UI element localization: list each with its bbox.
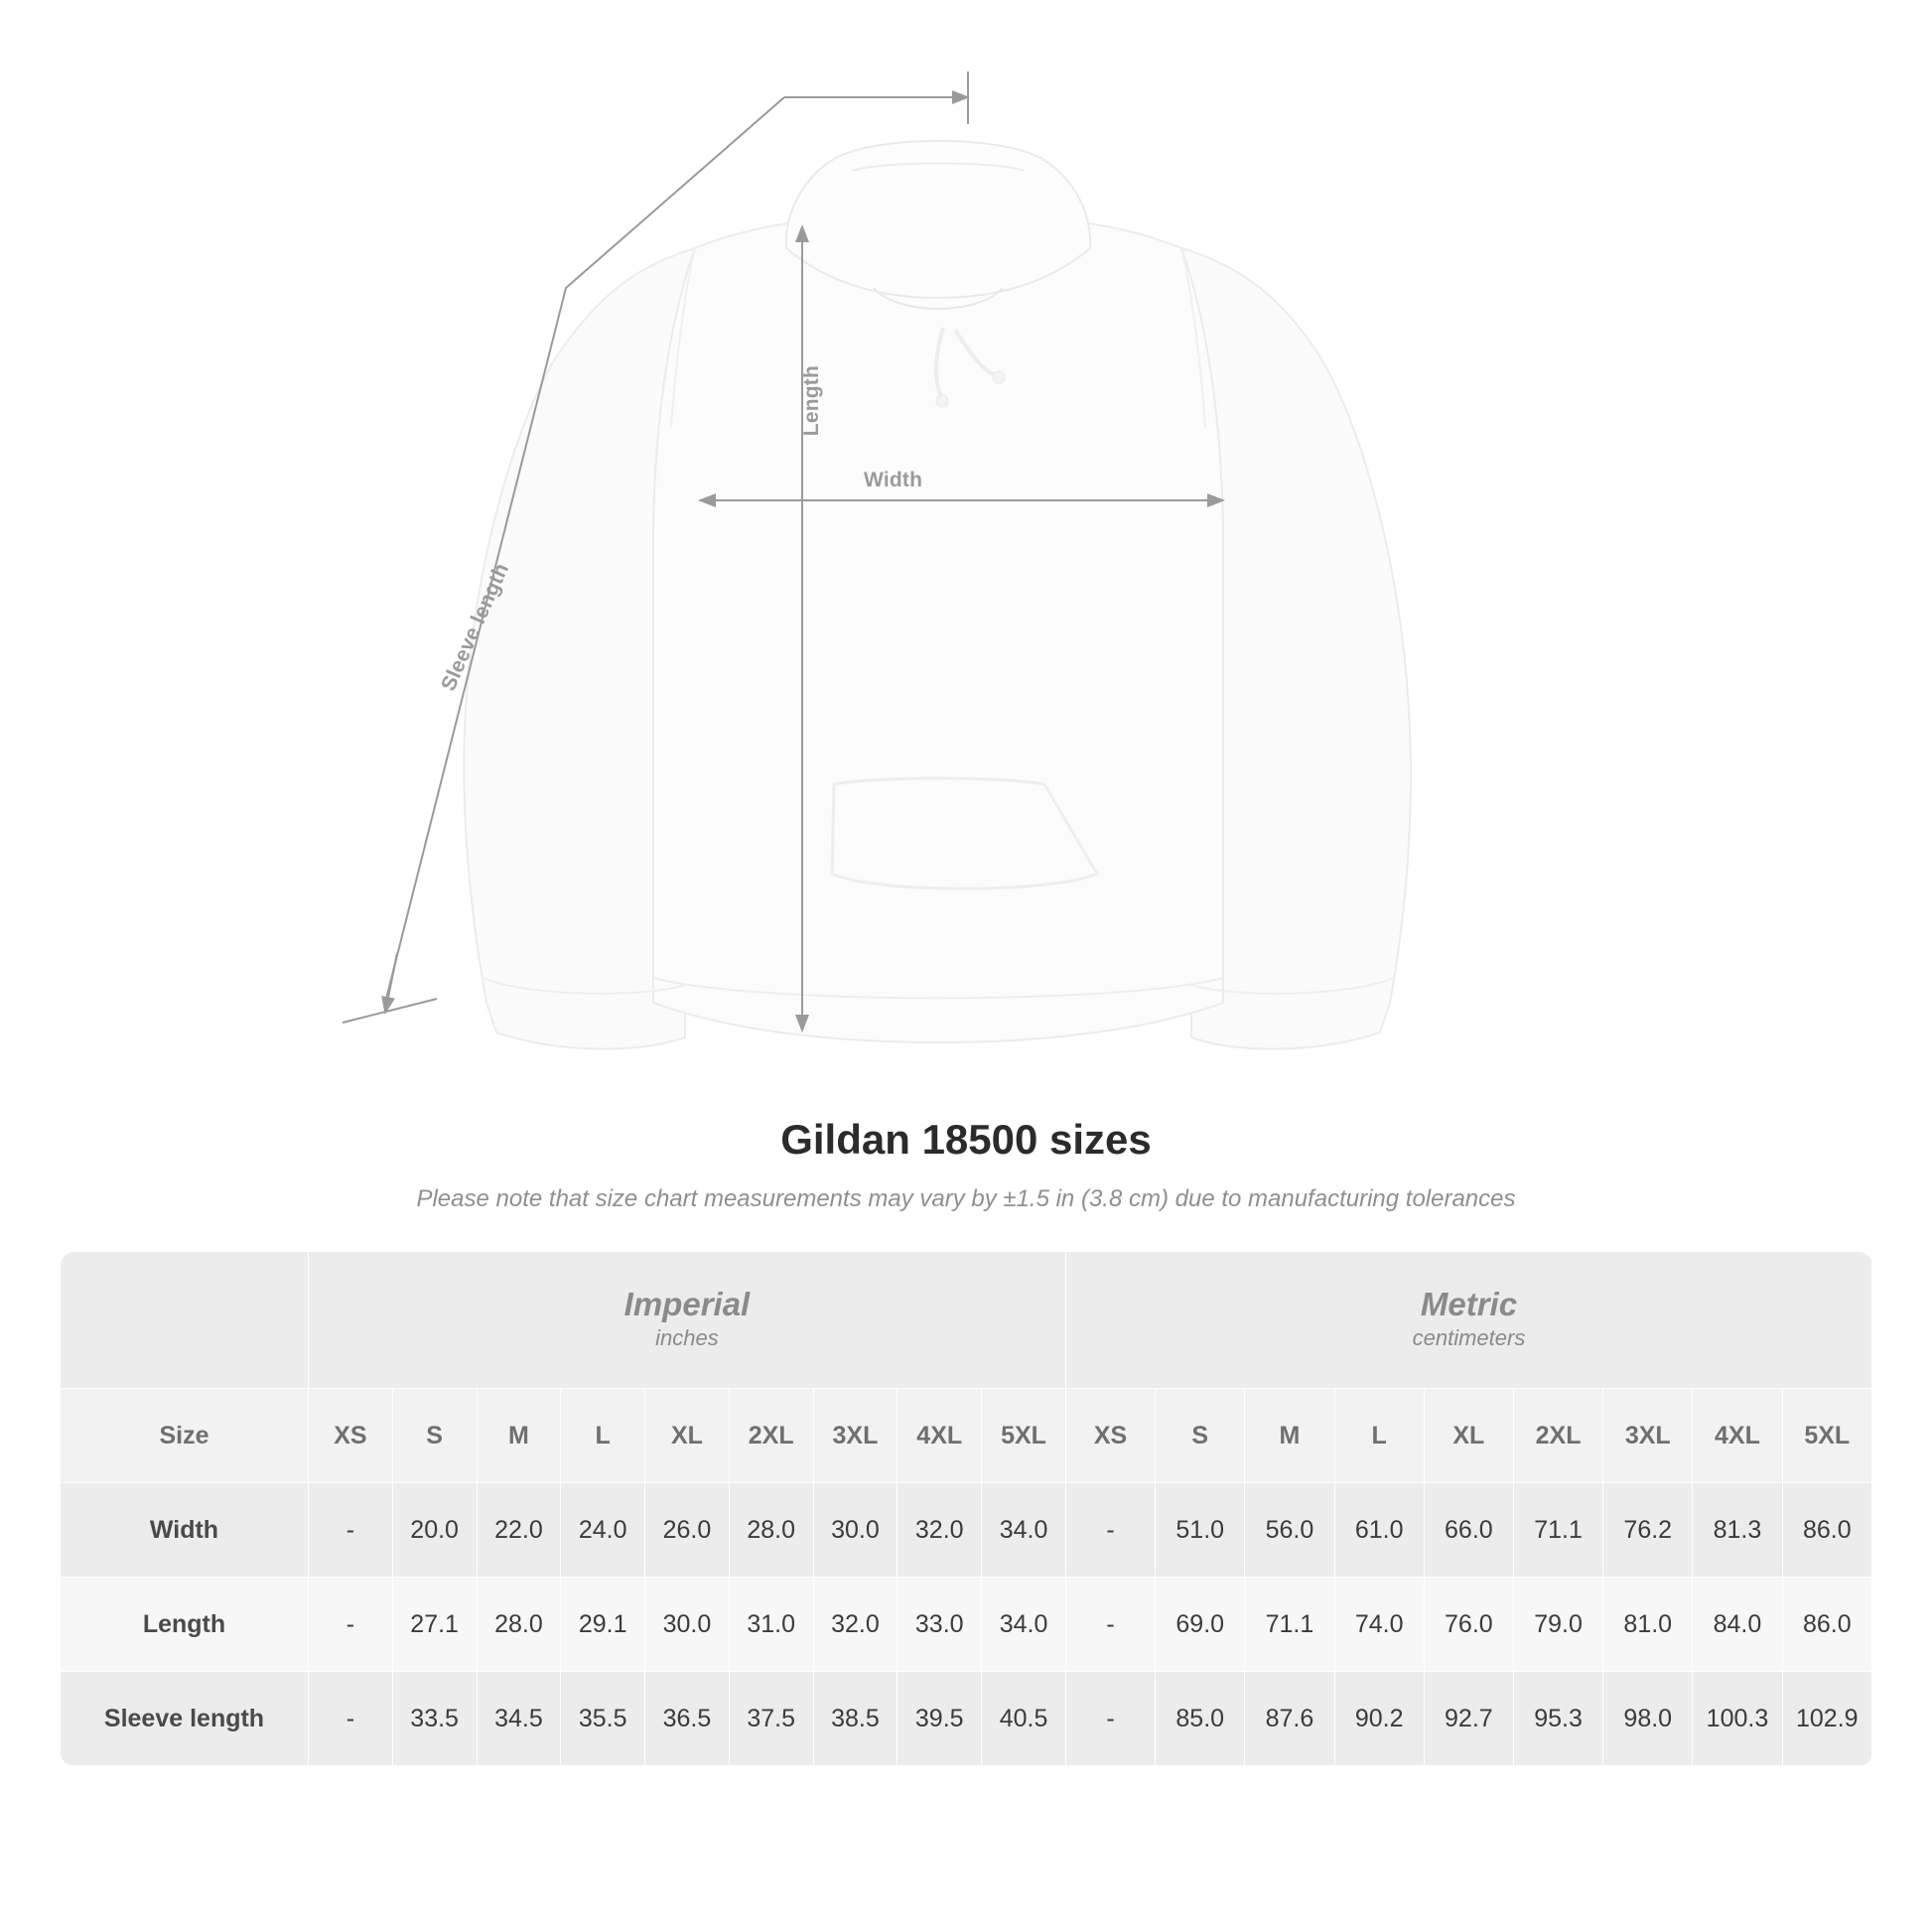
- cell-width-metric-l: 61.0: [1334, 1483, 1424, 1578]
- unit-group-metric-name: Metric: [1420, 1286, 1518, 1323]
- table-row: [61, 1672, 1872, 1766]
- title-block: [0, 1116, 1932, 1213]
- cell-width-metric-s: 51.0: [1156, 1483, 1245, 1578]
- cell-width-metric-5xl: 86.0: [1782, 1483, 1871, 1578]
- cell-length-metric-3xl: 81.0: [1603, 1578, 1693, 1672]
- cell-length-metric-5xl: 86.0: [1782, 1578, 1871, 1672]
- cell-length-metric-2xl: 79.0: [1513, 1578, 1602, 1672]
- unit-group-imperial-sub: inches: [655, 1325, 719, 1351]
- cell-width-imperial-s: 20.0: [392, 1483, 477, 1578]
- header-imperial-m: M: [477, 1389, 561, 1483]
- row-label-width: Width: [61, 1483, 309, 1578]
- cell-width-imperial-3xl: 30.0: [813, 1483, 897, 1578]
- unit-group-metric-sub: centimeters: [1412, 1325, 1526, 1351]
- cell-length-imperial-xl: 30.0: [645, 1578, 730, 1672]
- cell-width-imperial-m: 22.0: [477, 1483, 561, 1578]
- header-imperial-2xl: 2XL: [729, 1389, 813, 1483]
- cell-sleeve-metric-m: 87.6: [1245, 1672, 1334, 1766]
- cell-width-imperial-xl: 26.0: [645, 1483, 730, 1578]
- cell-width-imperial-l: 24.0: [561, 1483, 645, 1578]
- header-imperial-s: S: [392, 1389, 477, 1483]
- cell-length-imperial-m: 28.0: [477, 1578, 561, 1672]
- row-label-length: Length: [61, 1578, 309, 1672]
- cell-sleeve-imperial-s: 33.5: [392, 1672, 477, 1766]
- header-metric-m: M: [1245, 1389, 1334, 1483]
- cell-width-imperial-4xl: 32.0: [897, 1483, 982, 1578]
- unit-group-imperial: [308, 1252, 1065, 1389]
- header-metric-xl: XL: [1424, 1389, 1513, 1483]
- cell-length-metric-xs: -: [1065, 1578, 1155, 1672]
- header-imperial-l: L: [561, 1389, 645, 1483]
- header-metric-4xl: 4XL: [1693, 1389, 1782, 1483]
- cell-length-metric-xl: 76.0: [1424, 1578, 1513, 1672]
- header-imperial-xs: XS: [308, 1389, 392, 1483]
- cell-width-metric-3xl: 76.2: [1603, 1483, 1693, 1578]
- cell-length-metric-l: 74.0: [1334, 1578, 1424, 1672]
- table-row: [61, 1483, 1872, 1578]
- header-metric-s: S: [1156, 1389, 1245, 1483]
- cell-width-metric-4xl: 81.3: [1693, 1483, 1782, 1578]
- header-metric-3xl: 3XL: [1603, 1389, 1693, 1483]
- row-label-sleeve-length: Sleeve length: [61, 1672, 309, 1766]
- cell-width-imperial-xs: -: [308, 1483, 392, 1578]
- cell-sleeve-metric-4xl: 100.3: [1693, 1672, 1782, 1766]
- page-title: Gildan 18500 sizes: [780, 1116, 1152, 1163]
- width-label: Width: [864, 469, 923, 491]
- cell-length-imperial-4xl: 33.0: [897, 1578, 982, 1672]
- cell-sleeve-metric-xl: 92.7: [1424, 1672, 1513, 1766]
- cell-sleeve-imperial-3xl: 38.5: [813, 1672, 897, 1766]
- cell-sleeve-metric-s: 85.0: [1156, 1672, 1245, 1766]
- sleeve-length-label: Sleeve length: [437, 559, 514, 695]
- cell-length-imperial-5xl: 34.0: [982, 1578, 1066, 1672]
- cell-sleeve-imperial-5xl: 40.5: [982, 1672, 1066, 1766]
- table-row: [61, 1578, 1872, 1672]
- cell-sleeve-imperial-xs: -: [308, 1672, 392, 1766]
- cell-width-imperial-2xl: 28.0: [729, 1483, 813, 1578]
- header-imperial-4xl: 4XL: [897, 1389, 982, 1483]
- cell-sleeve-imperial-m: 34.5: [477, 1672, 561, 1766]
- cell-sleeve-imperial-2xl: 37.5: [729, 1672, 813, 1766]
- cell-sleeve-imperial-l: 35.5: [561, 1672, 645, 1766]
- cell-width-imperial-5xl: 34.0: [982, 1483, 1066, 1578]
- cell-length-imperial-s: 27.1: [392, 1578, 477, 1672]
- unit-group-metric: [1065, 1252, 1871, 1389]
- hoodie-shape: [464, 141, 1411, 1048]
- cell-length-imperial-2xl: 31.0: [729, 1578, 813, 1672]
- header-imperial-5xl: 5XL: [982, 1389, 1066, 1483]
- length-label: Length: [800, 365, 823, 437]
- table-corner: [61, 1252, 309, 1389]
- size-header-row: [61, 1389, 1872, 1483]
- unit-group-imperial-name: Imperial: [623, 1286, 751, 1323]
- header-imperial-xl: XL: [645, 1389, 730, 1483]
- cell-length-metric-s: 69.0: [1156, 1578, 1245, 1672]
- header-metric-xs: XS: [1065, 1389, 1155, 1483]
- cell-width-metric-xl: 66.0: [1424, 1483, 1513, 1578]
- size-table: [60, 1251, 1872, 1766]
- cell-width-metric-m: 56.0: [1245, 1483, 1334, 1578]
- tolerance-note: Please note that size chart measurements may vary by ±1.5 in (3.8 cm) due to manufacturing tolerances: [416, 1185, 1516, 1212]
- header-metric-2xl: 2XL: [1513, 1389, 1602, 1483]
- cell-length-imperial-3xl: 32.0: [813, 1578, 897, 1672]
- unit-header-row: [61, 1252, 1872, 1389]
- cell-sleeve-metric-5xl: 102.9: [1782, 1672, 1871, 1766]
- cell-sleeve-imperial-xl: 36.5: [645, 1672, 730, 1766]
- cell-sleeve-metric-3xl: 98.0: [1603, 1672, 1693, 1766]
- cell-width-metric-2xl: 71.1: [1513, 1483, 1602, 1578]
- cell-width-metric-xs: -: [1065, 1483, 1155, 1578]
- cell-length-imperial-l: 29.1: [561, 1578, 645, 1672]
- cell-sleeve-metric-l: 90.2: [1334, 1672, 1424, 1766]
- cell-sleeve-metric-2xl: 95.3: [1513, 1672, 1602, 1766]
- cell-sleeve-metric-xs: -: [1065, 1672, 1155, 1766]
- cell-length-metric-m: 71.1: [1245, 1578, 1334, 1672]
- size-table-wrapper: [60, 1251, 1872, 1766]
- header-size: Size: [61, 1389, 309, 1483]
- cell-sleeve-imperial-4xl: 39.5: [897, 1672, 982, 1766]
- header-metric-l: L: [1334, 1389, 1424, 1483]
- header-imperial-3xl: 3XL: [813, 1389, 897, 1483]
- header-metric-5xl: 5XL: [1782, 1389, 1871, 1483]
- cell-length-metric-4xl: 84.0: [1693, 1578, 1782, 1672]
- cell-length-imperial-xs: -: [308, 1578, 392, 1672]
